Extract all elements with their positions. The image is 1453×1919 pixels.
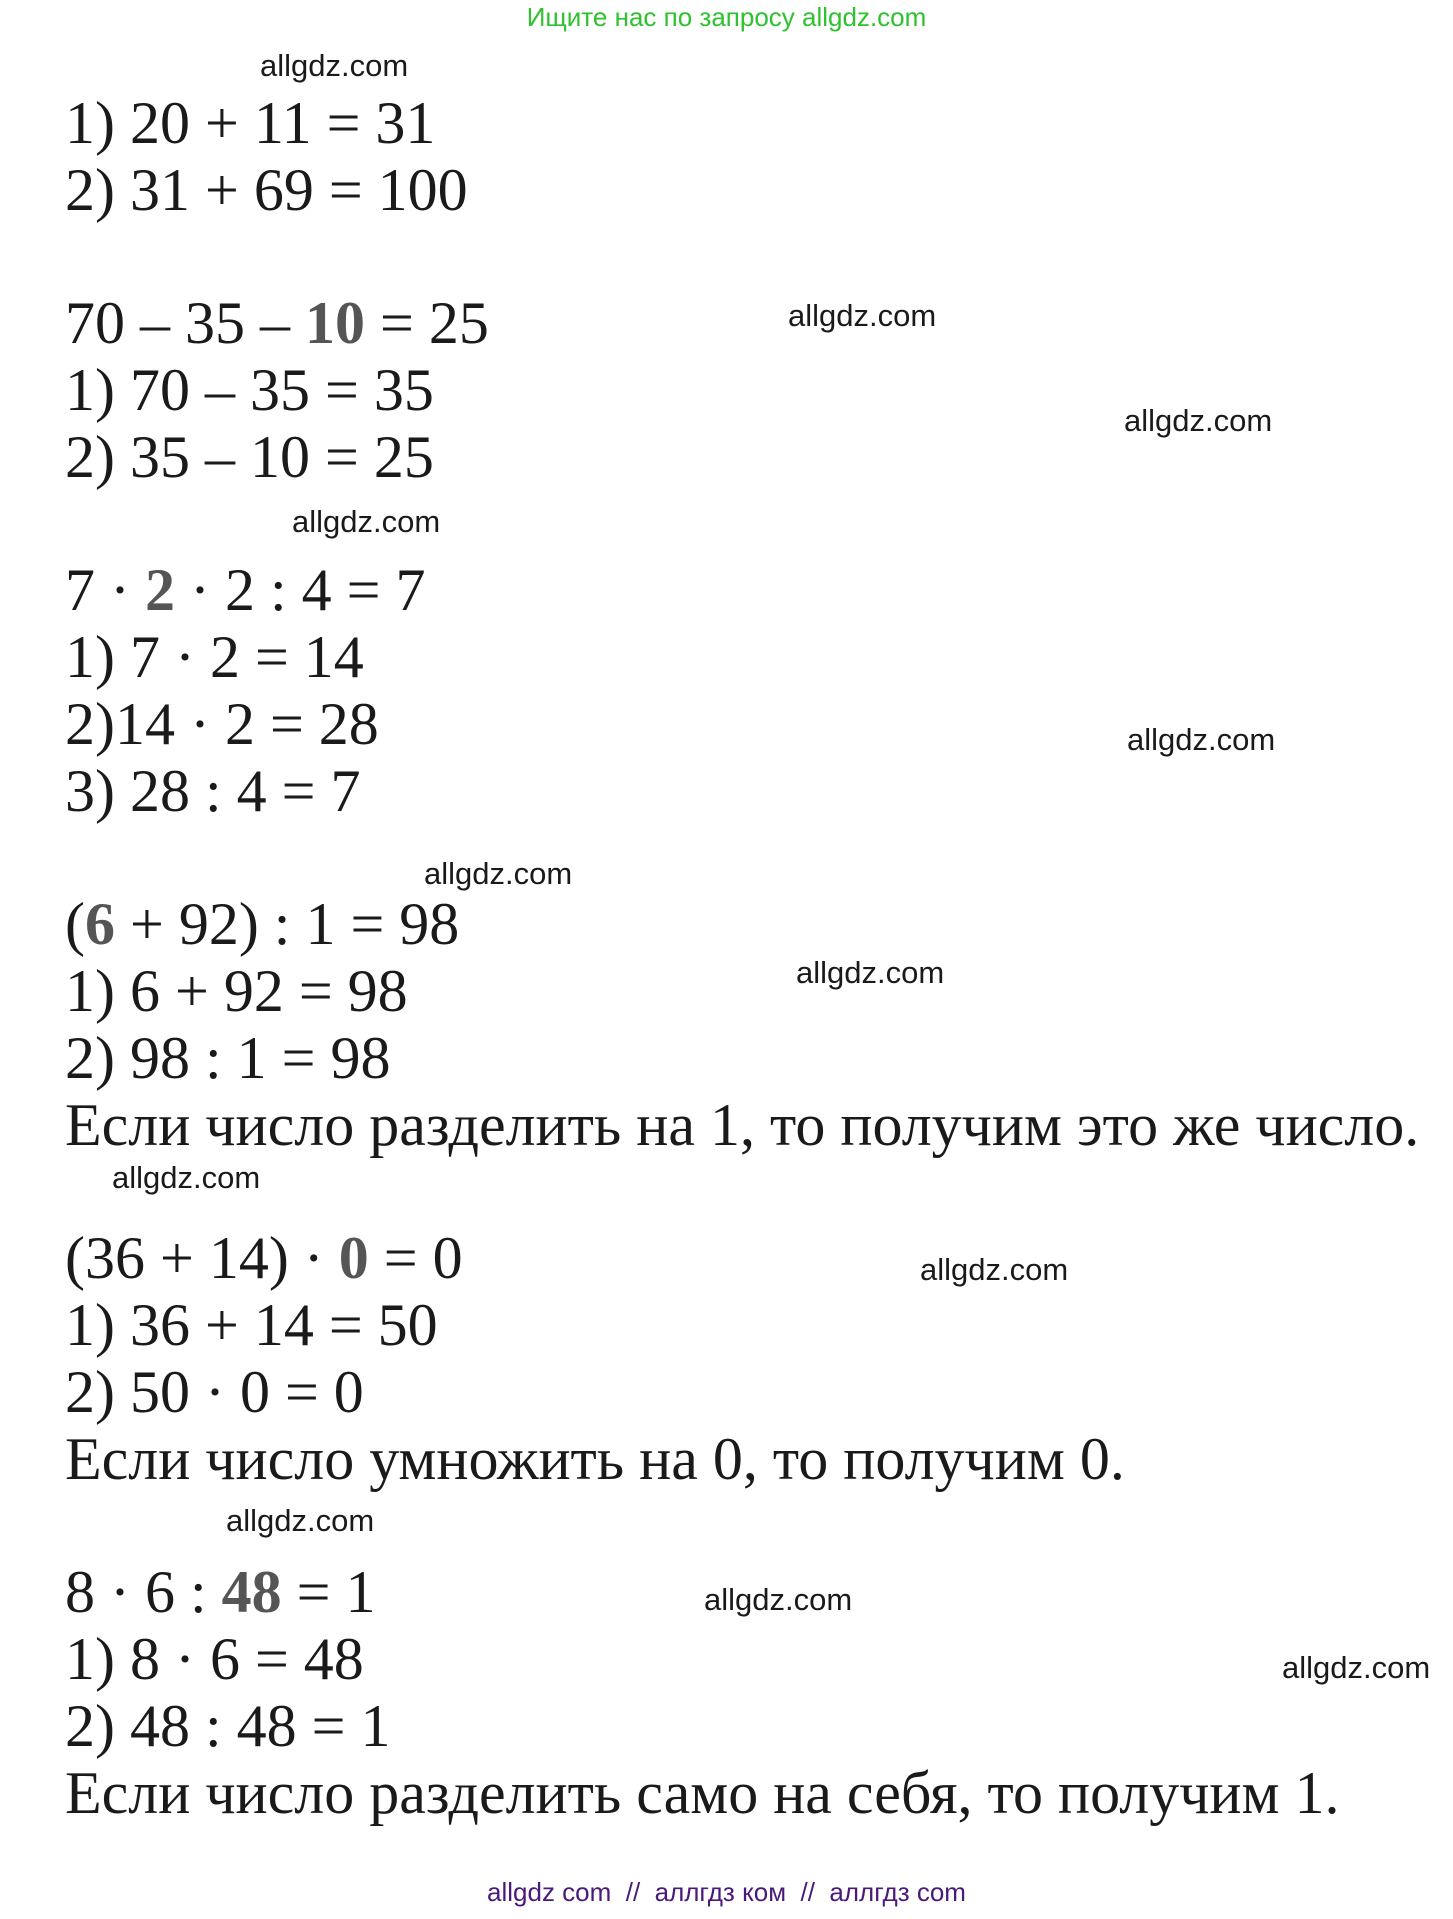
expression-part: (36 + 14) · xyxy=(65,1225,339,1291)
solution-step: 2) 48 : 48 = 1 xyxy=(65,1693,391,1759)
inserted-number: 10 xyxy=(305,290,365,356)
inserted-number: 48 xyxy=(221,1559,282,1625)
solution-step: 1) 8 · 6 = 48 xyxy=(65,1626,364,1692)
watermark: allgdz.com xyxy=(796,955,945,990)
watermark: allgdz.com xyxy=(704,1582,853,1617)
solution-step: 2) 50 · 0 = 0 xyxy=(65,1359,364,1425)
watermark: allgdz.com xyxy=(1127,722,1276,757)
expression-part: 70 – 35 – xyxy=(65,290,305,356)
expression-header xyxy=(65,1559,376,1625)
expression-part: = 1 xyxy=(281,1559,376,1625)
top-search-banner: Ищите нас по запросу allgdz.com xyxy=(526,2,927,32)
solution-step: 2) 31 + 69 = 100 xyxy=(65,157,468,223)
expression-part: = 0 xyxy=(368,1225,463,1291)
rule-text: Если число разделить само на себя, то получим 1. xyxy=(65,1760,1340,1826)
expression-header xyxy=(65,1225,463,1291)
solution-step: 3) 28 : 4 = 7 xyxy=(65,758,361,824)
rule-text: Если число умножить на 0, то получим 0. xyxy=(65,1426,1125,1492)
solution-step: 1) 70 – 35 = 35 xyxy=(65,357,434,423)
expression-part: + 92) : 1 = 98 xyxy=(114,891,460,957)
watermark: allgdz.com xyxy=(226,1503,375,1538)
watermark: allgdz.com xyxy=(292,504,441,539)
expression-header xyxy=(65,891,460,957)
expression-header xyxy=(65,557,426,623)
inserted-number: 0 xyxy=(338,1225,369,1291)
expression-part: 8 · 6 : xyxy=(65,1559,222,1625)
solution-step: 2) 35 – 10 = 25 xyxy=(65,424,434,490)
inserted-number: 2 xyxy=(144,557,175,623)
expression-part: 7 · xyxy=(65,557,145,623)
solution-step: 1) 36 + 14 = 50 xyxy=(65,1292,438,1358)
solution-step: 2) 98 : 1 = 98 xyxy=(65,1025,391,1091)
watermark: allgdz.com xyxy=(788,298,937,333)
watermark: allgdz.com xyxy=(1282,1650,1431,1685)
solution-step: 1) 6 + 92 = 98 xyxy=(65,958,408,1024)
watermark: allgdz.com xyxy=(424,856,573,891)
watermark: allgdz.com xyxy=(260,48,409,83)
watermark: allgdz.com xyxy=(1124,403,1273,438)
expression-part: ( xyxy=(65,891,85,957)
watermark: allgdz.com xyxy=(112,1160,261,1195)
inserted-number: 6 xyxy=(84,891,115,957)
expression-part: · 2 : 4 = 7 xyxy=(174,557,426,623)
solution-step: 2)14 · 2 = 28 xyxy=(65,691,379,757)
expression-header xyxy=(65,290,489,356)
expression-part: = 25 xyxy=(365,290,489,356)
footer-links: allgdz com // аллгдз ком // аллгдз com xyxy=(487,1877,966,1907)
solution-step: 1) 7 · 2 = 14 xyxy=(65,624,364,690)
rule-text: Если число разделить на 1, то получим это же число. xyxy=(65,1092,1420,1158)
solution-step: 1) 20 + 11 = 31 xyxy=(65,90,436,156)
watermark: allgdz.com xyxy=(920,1252,1069,1287)
